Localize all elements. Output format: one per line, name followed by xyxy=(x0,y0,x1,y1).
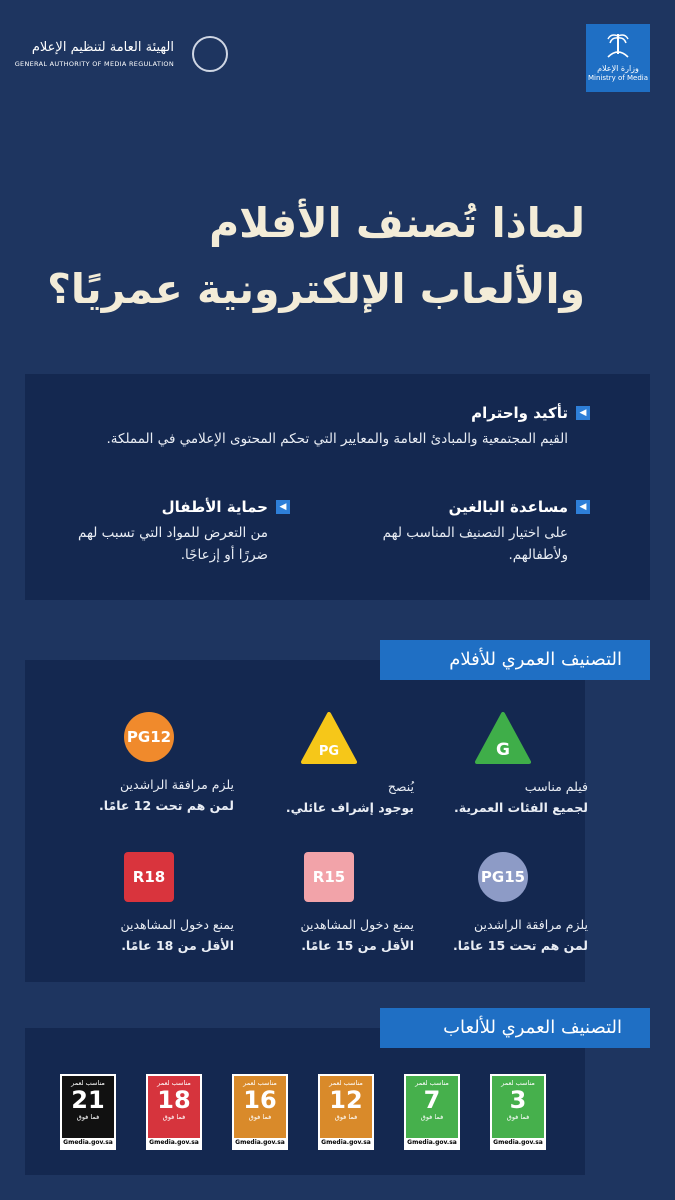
film-rating-pg12 xyxy=(64,712,234,816)
game-badge-age: 7 xyxy=(423,1086,441,1114)
rating-description-line-2: لمن هم تحت 12 عامًا. xyxy=(99,798,234,813)
rating-description-line-1: يلزم مرافقة الراشدين xyxy=(474,917,588,932)
ministry-logo xyxy=(586,24,650,92)
pg15-badge-icon: PG15 xyxy=(478,852,528,902)
game-badge-age: 12 xyxy=(329,1086,363,1114)
ministry-name-en: Ministry of Media xyxy=(588,74,648,82)
game-badge-label-top: مناسب لعمر xyxy=(243,1079,277,1087)
game-badge-label-top: مناسب لعمر xyxy=(415,1079,449,1087)
r18-badge-icon: R18 xyxy=(124,852,174,902)
game-rating-21-badge xyxy=(60,1074,116,1150)
game-badge-label-bottom: فما فوق xyxy=(334,1113,358,1121)
rating-description xyxy=(64,914,234,956)
gamr-emblem-icon xyxy=(192,36,228,72)
point-heading: تأكيد واحترام xyxy=(471,404,568,422)
r15-badge-icon: R15 xyxy=(304,852,354,902)
game-badge-age: 18 xyxy=(157,1086,191,1114)
point-body: من التعرض للمواد التي تسبب لهم ضررًا أو إزعاجًا. xyxy=(78,525,268,563)
game-badge-label-top: مناسب لعمر xyxy=(157,1079,191,1087)
rating-description-line-1: يمنع دخول المشاهدين xyxy=(120,917,234,932)
game-badge-age: 3 xyxy=(509,1086,527,1114)
game-badge-label-top: مناسب لعمر xyxy=(501,1079,535,1087)
pg-badge-icon xyxy=(301,712,357,764)
title-line-1: لماذا تُصنف الأفلام xyxy=(209,199,585,247)
point-body: على اختيار التصنيف المناسب لهم ولأطفالهم. xyxy=(382,525,568,563)
arrow-left-icon: ◀ xyxy=(576,500,590,514)
film-rating-g xyxy=(418,712,588,818)
games-section-title: التصنيف العمري للألعاب xyxy=(380,1008,650,1048)
film-rating-r15 xyxy=(244,852,414,956)
point-adults xyxy=(360,498,590,566)
title-line-2: والألعاب الإلكترونية عمريًا؟ xyxy=(47,265,585,313)
rating-description xyxy=(64,774,234,816)
game-badge-label-top: مناسب لعمر xyxy=(329,1079,363,1087)
pg12-badge-icon: PG12 xyxy=(124,712,174,762)
game-badge-site: Gmedia.gov.sa xyxy=(321,1139,371,1146)
game-badge-label-bottom: فما فوق xyxy=(420,1113,444,1121)
point-heading: حماية الأطفال xyxy=(161,498,268,516)
why-classify-box xyxy=(25,374,650,600)
game-badge-age: 21 xyxy=(71,1086,105,1114)
game-badge-label-bottom: فما فوق xyxy=(162,1113,186,1121)
point-respect xyxy=(70,404,590,450)
rating-description-line-1: يلزم مرافقة الراشدين xyxy=(120,777,234,792)
game-rating-18-badge xyxy=(146,1074,202,1150)
gamr-name-ar: الهيئة العامة لتنظيم الإعلام xyxy=(31,40,174,55)
game-badge-age: 16 xyxy=(243,1086,277,1114)
game-rating-3-badge xyxy=(490,1074,546,1150)
rating-description-line-1: يُنصح xyxy=(387,779,414,794)
page-title xyxy=(45,190,585,322)
film-rating-r18 xyxy=(64,852,234,956)
badge-code: PG xyxy=(318,744,340,759)
film-rating-pg15 xyxy=(418,852,588,956)
game-badge-site: Gmedia.gov.sa xyxy=(235,1139,285,1146)
game-badge-site: Gmedia.gov.sa xyxy=(407,1139,457,1146)
game-badge-label-bottom: فما فوق xyxy=(506,1113,530,1121)
game-badge-site: Gmedia.gov.sa xyxy=(493,1139,543,1146)
point-children xyxy=(50,498,290,566)
gamr-name-en: GENERAL AUTHORITY OF MEDIA REGULATION xyxy=(14,60,174,68)
film-rating-pg xyxy=(244,712,414,818)
rating-description xyxy=(418,776,588,818)
rating-description-line-2: الأقل من 18 عامًا. xyxy=(121,938,234,953)
rating-description xyxy=(244,776,414,818)
arrow-left-icon: ◀ xyxy=(576,406,590,420)
game-rating-12-badge xyxy=(318,1074,374,1150)
game-badge-site: Gmedia.gov.sa xyxy=(63,1139,113,1146)
rating-description-line-2: الأقل من 15 عامًا. xyxy=(301,938,414,953)
point-body: القيم المجتمعية والمبادئ العامة والمعايير التي تحكم المحتوى الإعلامي في المملكة. xyxy=(106,431,568,447)
palm-swords-icon xyxy=(603,30,633,60)
arrow-left-icon: ◀ xyxy=(276,500,290,514)
badge-code: G xyxy=(496,740,510,760)
rating-description-line-1: يمنع دخول المشاهدين xyxy=(300,917,414,932)
game-rating-16-badge xyxy=(232,1074,288,1150)
rating-description xyxy=(244,914,414,956)
gamr-logo xyxy=(14,36,224,76)
game-badge-label-top: مناسب لعمر xyxy=(71,1079,105,1087)
rating-description-line-2: لجميع الفئات العمرية. xyxy=(454,800,588,815)
game-badge-site: Gmedia.gov.sa xyxy=(149,1139,199,1146)
point-heading: مساعدة البالغين xyxy=(448,498,568,516)
game-badge-label-bottom: فما فوق xyxy=(248,1113,272,1121)
rating-description-line-2: بوجود إشراف عائلي. xyxy=(285,800,414,815)
rating-description-line-1: فيلم مناسب xyxy=(524,779,588,794)
game-rating-7-badge xyxy=(404,1074,460,1150)
ministry-name-ar: وزارة الإعلام xyxy=(597,64,639,73)
rating-description xyxy=(418,914,588,956)
game-badge-label-bottom: فما فوق xyxy=(76,1113,100,1121)
films-section-title: التصنيف العمري للأفلام xyxy=(380,640,650,680)
rating-description-line-2: لمن هم تحت 15 عامًا. xyxy=(453,938,588,953)
g-badge-icon xyxy=(475,712,531,764)
